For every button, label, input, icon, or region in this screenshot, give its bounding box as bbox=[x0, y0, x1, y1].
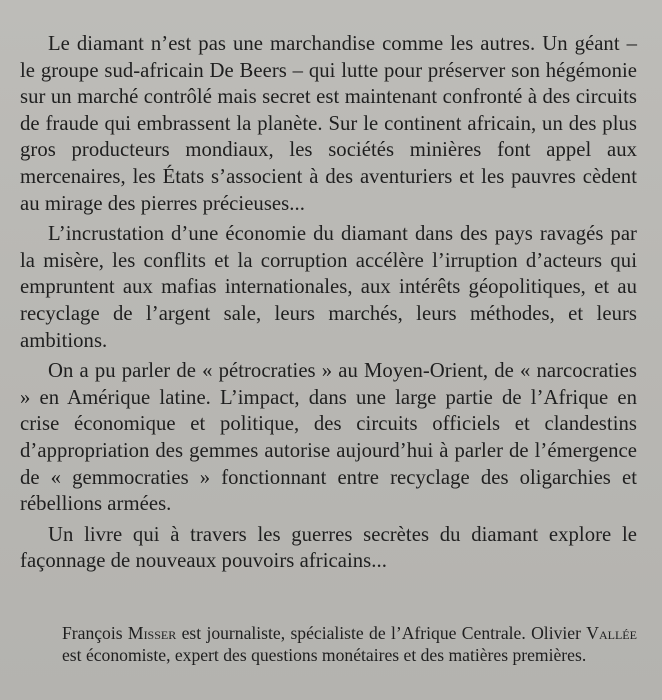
author-bio bbox=[62, 623, 637, 666]
paragraph-1: Le diamant n’est pas une marchandise comme les autres. Un géant – le groupe sud-africain De Beers – qui lutte pour préserver son hégémonie sur un marché contrôlé mais secret est maintenant confronté à des circuits de fraude qui embrassent la planète. Sur le continent africain, un des plus gros producteurs mondiaux, les sociétés minières font appel aux mercenaires, les États s’associent à des aventuriers et les pauvres cèdent au mirage des pierres précieuses... bbox=[20, 33, 637, 215]
author2-first-name: Olivier bbox=[531, 623, 581, 643]
back-cover-text bbox=[20, 31, 637, 575]
author1-description: est journaliste, spécialiste de l’Afrique Centrale. bbox=[181, 623, 526, 643]
paragraph-3: On a pu parler de « pétrocraties » au Moyen-Orient, de « narcocraties » en Amérique latine. L’impact, dans une large partie de l’Afrique en crise économique et politique, des circuits officiels et clandestins d’appropriation des gemmes autorise aujourd’hui à parler de l’émergence de « gemmocraties » fonctionnant entre recyclage des oligarchies et rébellions armées. bbox=[20, 360, 637, 516]
author1-first-name: François bbox=[62, 623, 123, 643]
author1-last-name: Misser bbox=[127, 623, 177, 643]
blurb bbox=[20, 31, 637, 575]
paragraph-4: Un livre qui à travers les guerres secrètes du diamant explore le façonnage de nouveaux pouvoirs africains... bbox=[20, 523, 637, 573]
paragraph-2: L’incrustation d’une économie du diamant dans des pays ravagés par la misère, les conflits et la corruption accélère l’irruption d’acteurs qui empruntent aux mafias internationales, aux intérêts géopolitiques, et au recyclage de l’argent sale, leurs marchés, leurs méthodes, et leurs ambitions. bbox=[20, 223, 637, 352]
author2-last-name: Vallée bbox=[586, 623, 637, 643]
author2-description: est économiste, expert des questions monétaires et des matières premières. bbox=[62, 644, 587, 665]
